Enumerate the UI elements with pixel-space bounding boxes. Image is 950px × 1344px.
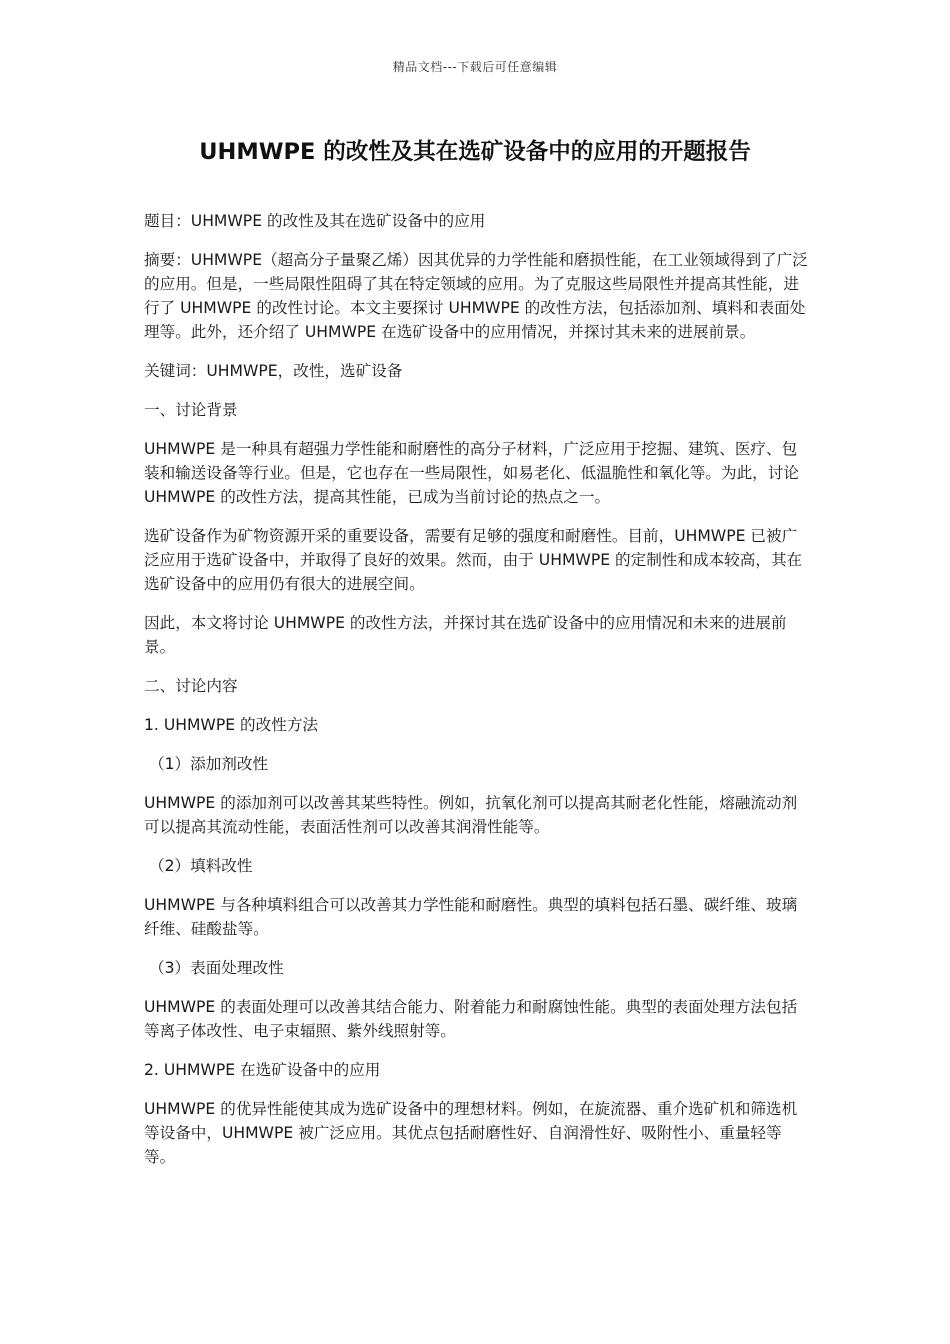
abstract-paragraph: 摘要：UHMWPE（超高分子量聚乙烯）因其优异的力学性能和磨损性能，在工业领域得到了广泛的应用。但是，一些局限性阻碍了其在特定领域的应用。为了克服这些局限性并提高其性能，进行了 UHMWPE 的改性讨论。本文主要探讨 UHMWPE 的改性方法，包括添加剂、填料和表面处理等。此外，还介绍了 UHMWPE 在选矿设备中的应用情况，并探讨其未来的进展前景。 [144, 251, 808, 341]
document-body [144, 209, 808, 1184]
subsection-heading-application: 2. UHMWPE 在选矿设备中的应用 [144, 1061, 381, 1079]
section-heading-content: 二、讨论内容 [144, 677, 238, 695]
body-paragraph: UHMWPE 的优异性能使其成为选矿设备中的理想材料。例如，在旋流器、重介选矿机和筛选机等设备中，UHMWPE 被广泛应用。其优点包括耐磨性好、自润滑性好、吸附性小、重量轻等等。 [144, 1100, 798, 1166]
item-heading-filler: （2）填料改性 [149, 857, 253, 875]
body-paragraph: UHMWPE 是一种具有超强力学性能和耐磨性的高分子材料，广泛应用于挖掘、建筑、医疗、包装和输送设备等行业。但是，它也存在一些局限性，如易老化、低温脆性和氧化等。为此，讨论 UHMWPE 的改性方法，提高其性能，已成为当前讨论的热点之一。 [144, 440, 799, 506]
item-heading-additive: （1）添加剂改性 [149, 755, 269, 773]
section-heading-background: 一、讨论背景 [144, 401, 238, 419]
body-paragraph: 选矿设备作为矿物资源开采的重要设备，需要有足够的强度和耐磨性。目前，UHMWPE 已被广泛应用于选矿设备中，并取得了良好的效果。然而，由于 UHMWPE 的定制性和成本较高，其在选矿设备中的应用仍有很大的进展空间。 [144, 527, 803, 593]
keywords-line: 关键词：UHMWPE，改性，选矿设备 [144, 362, 403, 380]
body-paragraph: UHMWPE 的表面处理可以改善其结合能力、附着能力和耐腐蚀性能。典型的表面处理方法包括等离子体改性、电子束辐照、紫外线照射等。 [144, 998, 798, 1040]
header-note: 精品文档---下载后可任意编辑 [392, 60, 558, 74]
document-title: UHMWPE 的改性及其在选矿设备中的应用的开题报告 [199, 139, 751, 165]
body-paragraph: UHMWPE 与各种填料组合可以改善其力学性能和耐磨性。典型的填料包括石墨、碳纤维、玻璃纤维、硅酸盐等。 [144, 896, 798, 938]
body-paragraph: UHMWPE 的添加剂可以改善其某些特性。例如，抗氧化剂可以提高其耐老化性能，熔融流动剂可以提高其流动性能，表面活性剂可以改善其润滑性能等。 [144, 794, 798, 836]
subject-line: 题目：UHMWPE 的改性及其在选矿设备中的应用 [144, 212, 486, 230]
item-heading-surface: （3）表面处理改性 [149, 959, 284, 977]
body-paragraph: 因此，本文将讨论 UHMWPE 的改性方法，并探讨其在选矿设备中的应用情况和未来的进展前景。 [144, 614, 787, 656]
subsection-heading-methods: 1. UHMWPE 的改性方法 [144, 716, 319, 734]
